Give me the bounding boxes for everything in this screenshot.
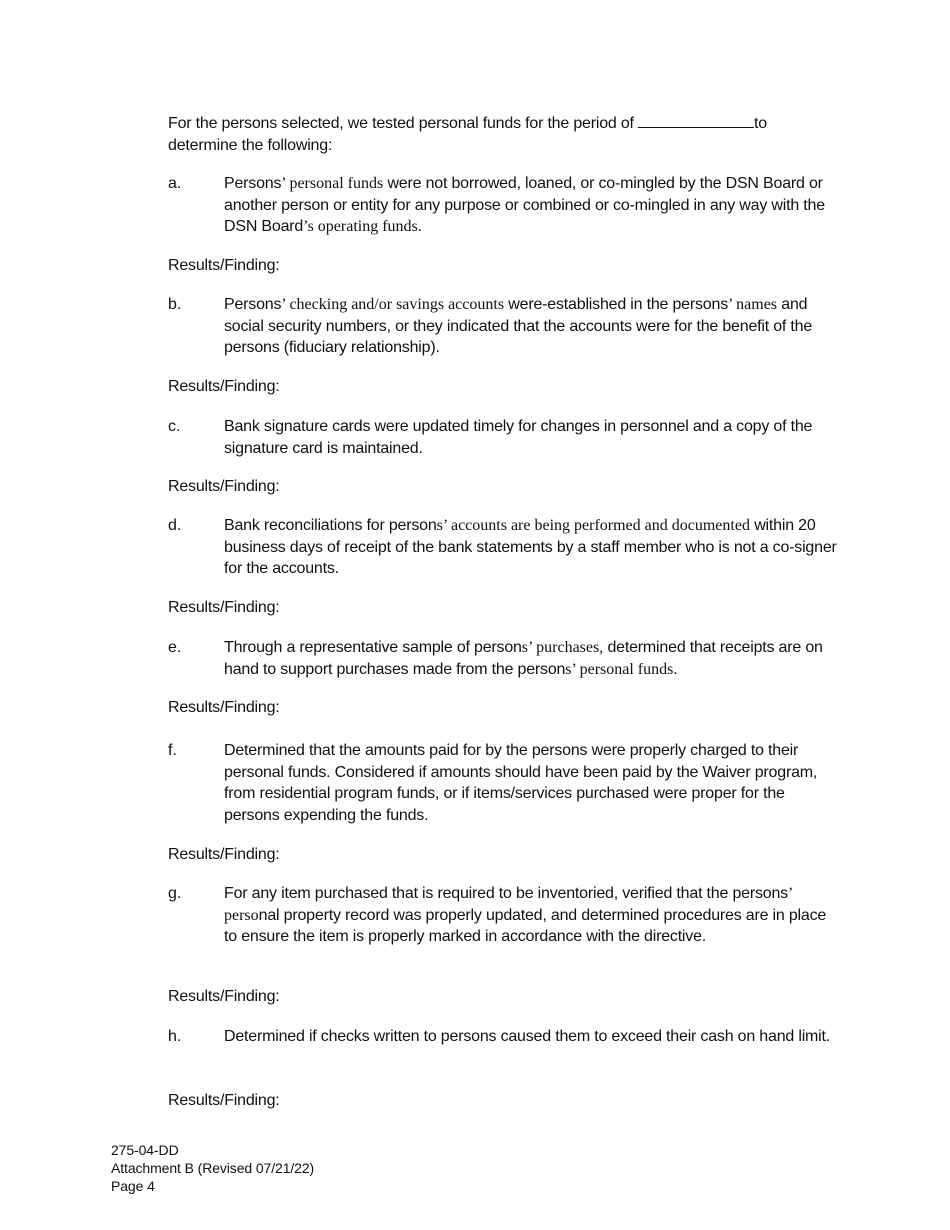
results-finding-e: Results/Finding: [168, 699, 280, 716]
results-finding-h: Results/Finding: [168, 1092, 280, 1109]
results-finding-b: Results/Finding: [168, 378, 280, 395]
results-finding-g: Results/Finding: [168, 988, 280, 1005]
item-text-e: Through a representative sample of persons’ purchases, determined that receipts are on hand to support purchases made from the persons’ personal funds. [224, 639, 823, 678]
item-letter-a: a. [168, 175, 182, 192]
item-text-d: Bank reconciliations for persons’ accounts are being performed and documented within 20 business days of receipt of the bank statements by a staff member who is not a co-signer for the accounts. [224, 517, 837, 577]
results-finding-a: Results/Finding: [168, 257, 280, 274]
item-letter-h: h. [168, 1028, 182, 1045]
item-letter-g: g. [168, 885, 182, 902]
intro-text: For the persons selected, we tested personal funds for the period of [168, 115, 639, 132]
item-text-b: Persons’ checking and/or savings accounts were-established in the persons’ names and social security numbers, or they indicated that the accounts were for the benefit of the persons (fiduciary relationship). [224, 296, 813, 356]
item-text-c: Bank signature cards were updated timely for changes in personnel and a copy of the signature card is maintained. [224, 418, 813, 457]
page-footer [111, 1141, 314, 1195]
results-finding-d: Results/Finding: [168, 599, 280, 616]
item-text-g: For any item purchased that is required to be inventoried, verified that the persons’ personal property record was properly updated, and determined procedures are in place to ensure the item is properly marked in accordance with the directive. [224, 885, 827, 945]
item-text-h: Determined if checks written to persons caused them to exceed their cash on hand limit. [224, 1028, 831, 1045]
results-finding-f: Results/Finding: [168, 846, 280, 863]
intro-text-continued: determine the following: [168, 136, 333, 154]
intro-paragraph [168, 113, 838, 156]
footer-document-number: 275-04-DD [111, 1142, 179, 1158]
period-blank-line [638, 113, 754, 128]
item-letter-b: b. [168, 296, 182, 313]
footer-attachment-label: Attachment B (Revised 07/21/22) [111, 1160, 315, 1176]
item-letter-d: d. [168, 517, 182, 534]
item-letter-f: f. [168, 742, 177, 759]
footer-page-number: Page 4 [111, 1178, 155, 1194]
item-text-a: Persons’ personal funds were not borrowed, loaned, or co-mingled by the DSN Board or another person or entity for any purpose or combined or co-mingled in any way with the DSN Board’s operating funds. [224, 175, 825, 235]
item-text-f: Determined that the amounts paid for by the persons were properly charged to their personal funds. Considered if amounts should have been paid by the Waiver program, from residential program funds, or if items/services purchased were proper for the persons expending the funds. [224, 742, 818, 824]
intro-to: to [754, 115, 767, 132]
item-letter-e: e. [168, 639, 182, 656]
item-letter-c: c. [168, 418, 181, 435]
results-finding-c: Results/Finding: [168, 478, 280, 495]
